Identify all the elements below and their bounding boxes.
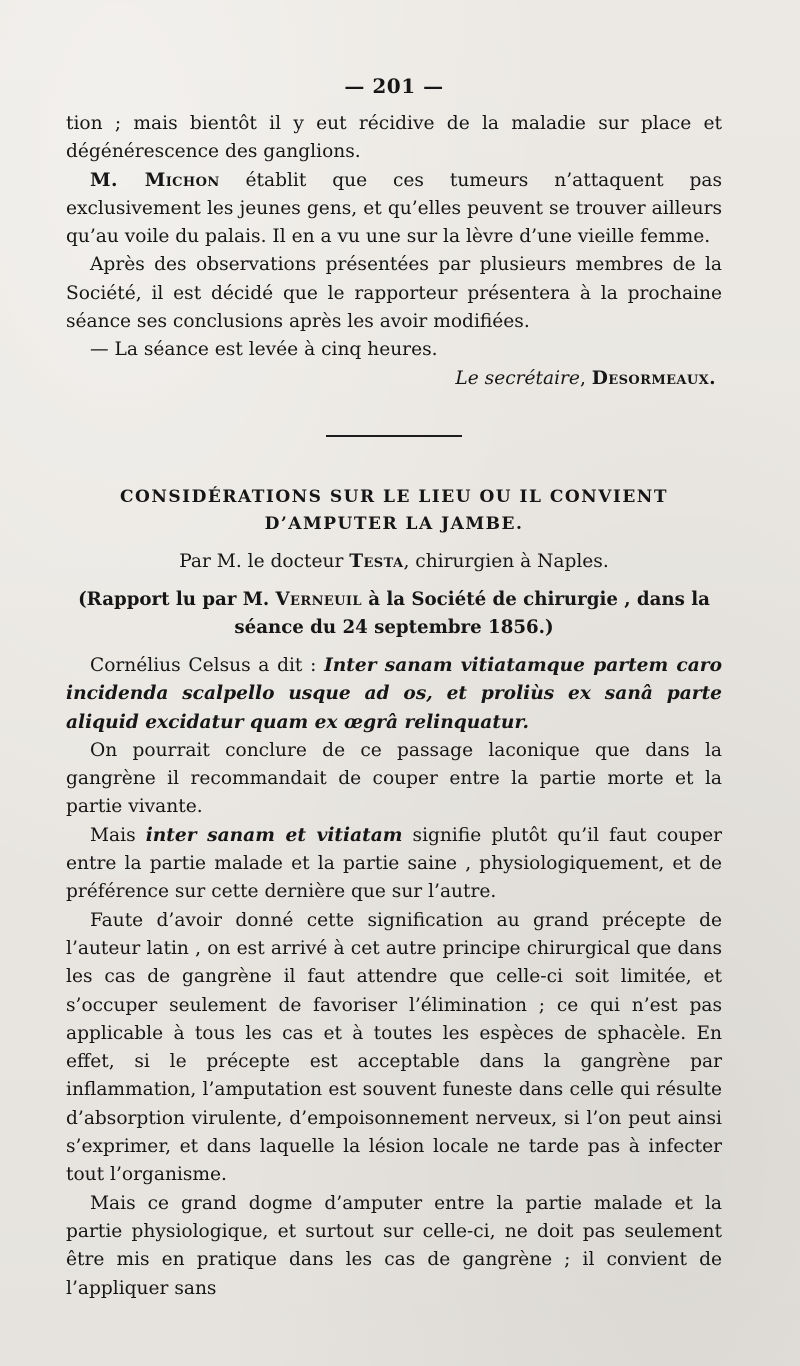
- article-title: CONSIDÉRATIONS SUR LE LIEU OU IL CONVIENT D’AMPUTER LA JAMBE.: [120, 486, 668, 534]
- secretary-signature: [66, 365, 722, 393]
- article-byline: [66, 548, 722, 576]
- latin-quote: Inter sanam vitiatamque partem caro incidenda scalpello usque ad os, et proliùs ex sanâ parte aliquid excidatur quam ex œgrâ relinquatur.: [66, 654, 722, 733]
- paragraph-observations: Après des observations présentées par plusieurs membres de la Société, il est décidé que le rapporteur présentera à la prochaine séance ses conclusions après les avoir modifiées.: [66, 254, 722, 333]
- report-note: [66, 586, 722, 642]
- paragraph-celsus: [66, 652, 722, 737]
- paragraph-seance-close: — La séance est levée à cinq heures.: [90, 339, 438, 361]
- page-number: — 201 —: [344, 74, 444, 98]
- speaker-name: M. Michon: [90, 169, 220, 191]
- reporter-name: Verneuil: [275, 588, 362, 610]
- paragraph-faute: Faute d’avoir donné cette signification au grand précepte de l’auteur latin , on est arrivé à cet autre principe chirurgical que dans les cas de gangrène il faut attendre que celle-ci soit limitée, et s’occuper seulement de favoriser l’élimination ; ce qui n’est pas applicable à tous les cas et à toutes les espèces de sphacèle. En effet, si le précepte est acceptable dans la gangrène par inflammation, l’amputation est souvent funeste dans celle qui résulte d’absorption virulente, d’empoisonnement nerveux, si l’on peut ainsi s’exprimer, et dans laquelle la lésion locale ne tarde pas à infecter tout l’organisme.: [66, 909, 722, 1186]
- mais-lead: Mais: [90, 824, 146, 846]
- byline-suffix: , chirurgien à Naples.: [403, 550, 609, 572]
- report-prefix: (Rapport lu par M.: [78, 588, 276, 610]
- author-name: Testa: [349, 550, 404, 572]
- paragraph-dogme: Mais ce grand dogme d’amputer entre la partie malade et la partie physiologique, et surtout sur celle-ci, ne doit pas seulement être mis en pratique dans les cas de gangrène ; il convient de l’appliquer sans: [66, 1192, 722, 1299]
- signature-role: Le secrétaire: [455, 367, 580, 389]
- byline-prefix: Par M. le docteur: [179, 550, 350, 572]
- section-divider: [326, 435, 462, 437]
- paragraph-michon: [66, 167, 722, 252]
- latin-phrase: inter sanam et vitiatam: [145, 824, 403, 846]
- report-suffix: à la Société de chirurgie , dans la séance du 24 septembre 1856.): [234, 588, 710, 638]
- paragraph-continuation: tion ; mais bientôt il y eut récidive de la maladie sur place et dégénérescence des ganglions.: [66, 113, 722, 163]
- signature-name: Desormeaux.: [591, 367, 716, 389]
- celsus-lead: Cornélius Celsus a dit :: [90, 654, 325, 676]
- signature-separator: ,: [579, 367, 592, 389]
- paragraph-conclude: On pourrait conclure de ce passage laconique que dans la gangrène il recommandait de couper entre la partie morte et la partie vivante.: [66, 739, 722, 818]
- paragraph-text: établit que ces tumeurs n’attaquent pas exclusivement les jeunes gens, et qu’elles peuvent se trouver ailleurs qu’au voile du palais. Il en a vu une sur la lèvre d’une vieille femme.: [66, 169, 722, 248]
- mais-rest: signifie plutôt qu’il faut couper entre la partie malade et la partie saine , physiologiquement, et de préférence sur cette dernière que sur l’autre.: [66, 824, 722, 903]
- paragraph-inter-sanam: [66, 822, 722, 907]
